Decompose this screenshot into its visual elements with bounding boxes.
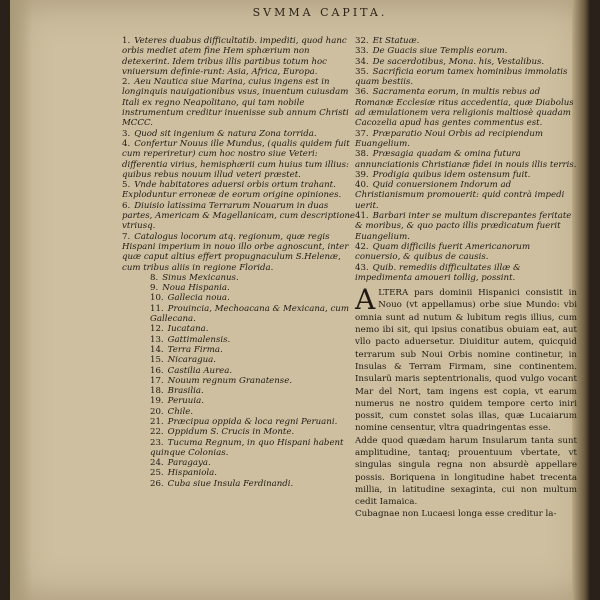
chapter-number: 13. (150, 334, 164, 345)
chapter-number: 40. (355, 180, 369, 191)
chapter-list-right (355, 36, 577, 521)
chapter-entry (122, 417, 357, 427)
chapter-entry (355, 263, 577, 284)
chapter-number: 7. (122, 231, 131, 242)
chapter-list-left (122, 36, 357, 489)
chapter-entry (122, 366, 357, 376)
chapter-entry (122, 201, 357, 232)
chapter-number: 20. (150, 406, 164, 417)
chapter-title: Nouum regnum Granatense. (167, 375, 293, 386)
chapter-entry (355, 36, 577, 46)
chapter-title: Quib. remediis difficultates illæ & impedimenta amoueri tollig, possint. (355, 262, 521, 283)
chapter-title: Et Statuæ. (372, 36, 420, 46)
chapter-title: Sacramenta eorum, in multis rebus ad Romanæ Ecclesiæ ritus accedentia, quæ Diabolus ad æmulationem vera religionis maltiosè quadam Cacozelia apud has gentes commentus est. (355, 87, 574, 129)
chapter-number: 32. (355, 36, 369, 46)
chapter-entry (122, 293, 357, 303)
chapter-title: Iucatana. (167, 324, 209, 335)
chapter-title: Brasilia. (167, 386, 204, 397)
chapter-entry (122, 386, 357, 396)
chapter-entry (355, 242, 577, 263)
chapter-entry (122, 376, 357, 386)
chapter-entry (122, 345, 357, 355)
running-header: SVMMA CAPITA. (252, 6, 388, 19)
chapter-title: De sacerdotibus, Mona. his, Vestalibus. (372, 56, 545, 67)
chapter-number: 43. (355, 262, 369, 273)
chapter-title: Præcipua oppida & loca regni Peruani. (167, 416, 338, 427)
book-page (10, 0, 590, 600)
chapter-entry (122, 36, 357, 77)
chapter-number: 33. (355, 46, 369, 57)
chapter-entry (355, 129, 577, 150)
chapter-number: 10. (150, 293, 164, 304)
chapter-number: 2. (122, 77, 131, 88)
chapter-title: Quod sit ingenium & natura Zona torrida. (134, 128, 317, 139)
chapter-title: Peruuia. (167, 396, 204, 407)
chapter-title: Quid conuersionem Indorum ad Christianismum promouerit: quid contrà impedi uerit. (355, 180, 565, 211)
chapter-number: 19. (150, 396, 164, 407)
chapter-title: Sinus Mexicanus. (162, 272, 239, 283)
chapter-number: 26. (150, 478, 164, 489)
chapter-entry (122, 232, 357, 273)
chapter-title: Tucuma Regnum, in quo Hispani habent quinque Colonias. (150, 437, 344, 458)
chapter-number: 6. (122, 200, 131, 211)
body-paragraph-1 (355, 283, 577, 435)
chapter-entry (122, 458, 357, 468)
chapter-title: Castilia Aurea. (167, 365, 233, 376)
chapter-title: Catalogus locorum atq. regionum, quæ regis Hispani imperium in nouo illo orbe agnoscunt, inter quæ caput altius effert propugnaculum S.Helenæ, cum tribus aliis in regione Florida. (122, 231, 349, 273)
chapter-title: De Guacis siue Templis eorum. (372, 46, 508, 57)
chapter-number: 1. (122, 36, 131, 46)
chapter-title: Confertur Nouus ille Mundus, (qualis quidem fuit cum reperiretur) cum hoc nostro siue Veteri: differentia virius, hemisphærii cum huius tum illius: quibus rebus nouum illud veteri præstet. (122, 138, 350, 180)
chapter-number: 3. (122, 128, 131, 139)
chapter-number: 21. (150, 416, 164, 427)
chapter-title: Chile. (167, 406, 194, 417)
chapter-title: Paragaya. (167, 458, 211, 469)
chapter-entry (122, 438, 357, 459)
chapter-number: 39. (355, 169, 369, 180)
chapter-entry (122, 335, 357, 345)
chapter-entry (122, 479, 357, 489)
chapter-entry (122, 324, 357, 334)
chapter-entry (122, 468, 357, 478)
chapter-entry (122, 407, 357, 417)
chapter-number: 11. (150, 303, 164, 314)
chapter-title: Prouincia, Mechoacana & Mexicana, cum Gallecana. (150, 303, 349, 325)
chapter-number: 14. (150, 344, 164, 355)
chapter-title: Diuisio latissima Terrarum Nouarum in duas partes, Americam & Magellanicam, cum descriptione vtriusq. (122, 200, 355, 232)
chapter-entry (355, 67, 577, 88)
chapter-number: 22. (150, 427, 164, 438)
chapter-entry (355, 87, 577, 128)
body-paragraph-1-text: LTERA pars dominii Hispanici consistit in Nouo (vt appellamus) orbe siue Mundo: vbi omnia sunt ad nutum & lubitum regis illius, cum nemo ibi sit, qui ipsius conatibus obuiam eat, aut vllo pacto aduersetur. Diuiditur autem, quicquid terrarum sub Noui Orbis nomine continetur, in Insulas & Terram Firmam, sine continentem. Insularũ maris septentrionalis, quod vulgo vocant Mar del Nort, tam ingens est copia, vt earum numerus ne nostro quidem tempore certo iniri possit, cum constet solas illas, quæ Lucaiarum nomine censentur, vltra quadringentas esse. (355, 288, 577, 434)
chapter-number: 24. (150, 458, 164, 469)
chapter-entry (122, 304, 357, 325)
chapter-entry (355, 149, 577, 170)
chapter-entry (122, 396, 357, 406)
chapter-number: 37. (355, 128, 369, 139)
chapter-title: Cuba siue Insula Ferdinandi. (167, 478, 294, 489)
chapter-entry (355, 46, 577, 56)
chapter-number: 18. (150, 386, 164, 397)
chapter-number: 42. (355, 241, 369, 252)
chapter-entry (122, 273, 357, 283)
chapter-title: Prodigia quibus idem ostensum fuit. (372, 169, 531, 180)
chapter-entry (122, 77, 357, 128)
chapter-number: 34. (355, 56, 369, 67)
chapter-number: 16. (150, 365, 164, 376)
body-text (355, 283, 577, 521)
chapter-title: Gallecia noua. (167, 293, 230, 304)
page-edge-left (10, 0, 32, 600)
chapter-title: Præparatio Noui Orbis ad recipiendum Euangelium. (355, 128, 544, 149)
chapter-entry (122, 283, 357, 293)
chapter-entry (122, 355, 357, 365)
chapter-number: 25. (150, 468, 164, 479)
chapter-number: 23. (150, 437, 164, 448)
chapter-title: Oppidum S. Crucis in Monte. (167, 427, 295, 438)
drop-cap: A (355, 283, 376, 317)
chapter-title: Quam difficilis fuerit Americanorum conuersio, & quibus de causis. (355, 241, 531, 263)
chapter-title: Hispaniola. (167, 468, 218, 479)
chapter-number: 36. (355, 87, 369, 98)
chapter-title: Terra Firma. (167, 344, 223, 355)
chapter-title: Nicaragua. (167, 355, 216, 366)
chapter-title: Vnde habitatores aduersi orbis ortum trahant. Exploduntur erroneæ de eorum origine opiniones. (122, 180, 342, 201)
chapter-entry (122, 139, 357, 180)
chapter-title: Aeu Nautica siue Marina, cuius ingens est in longinquis nauigationibus vsus, inuentum cuiusdam Itali ex regno Neapolitano, qui tam nobile instrumentum creditur inuenisse sub annum Christi MCCC. (122, 77, 349, 129)
chapter-number: 17. (150, 375, 164, 386)
chapter-number: 4. (122, 138, 131, 149)
chapter-title: Sacrificia eorum tamex hominibus immolatis quam bestiis. (355, 66, 568, 88)
chapter-title: Præsagia quadam & omina futura annunciationis Christianæ fidei in nouis illis terris. (355, 149, 577, 170)
chapter-number: 35. (355, 66, 369, 77)
chapter-number: 9. (150, 283, 159, 294)
chapter-number: 8. (150, 272, 159, 283)
chapter-number: 5. (122, 180, 131, 191)
chapter-entry (355, 211, 577, 242)
chapter-title: Gattimalensis. (167, 334, 231, 345)
chapter-number: 15. (150, 355, 164, 366)
chapter-title: Noua Hispania. (162, 283, 230, 294)
chapter-list-right-entries (355, 36, 577, 283)
chapter-entry (122, 180, 357, 201)
chapter-title: Veteres duabus difficultatib. impediti, quod hanc orbis mediet atem fine Hem sphærium non detexerint. Idem tribus illis partibus totum hoc vniuersum definie-runt: Asia, Africa, Europa. (122, 36, 347, 77)
chapter-entry (122, 129, 357, 139)
chapter-entry (355, 170, 577, 180)
body-paragraph-2: Adde quod quædam harum Insularum tanta sunt amplitudine, tantaq; prouentuum vbertate, vt singulas singula regna non absurdè appellare possis. Boriquena in longitudine habet trecenta millia, in latitudine sexaginta, cui non multum cedit Iamaica. (355, 435, 577, 508)
chapter-number: 41. (355, 211, 369, 222)
body-paragraph-3: Cubagnae non Lucaesi longa esse creditur la- (355, 509, 557, 520)
chapter-entry (355, 180, 577, 211)
chapter-number: 12. (150, 324, 164, 335)
chapter-title: Barbari inter se multum discrepantes feritate & moribus, & quo pacto illis prædicatum fuerit Euangelium. (355, 211, 572, 242)
chapter-number: 38. (355, 149, 369, 160)
chapter-entry (355, 57, 577, 67)
chapter-entry (122, 427, 357, 437)
